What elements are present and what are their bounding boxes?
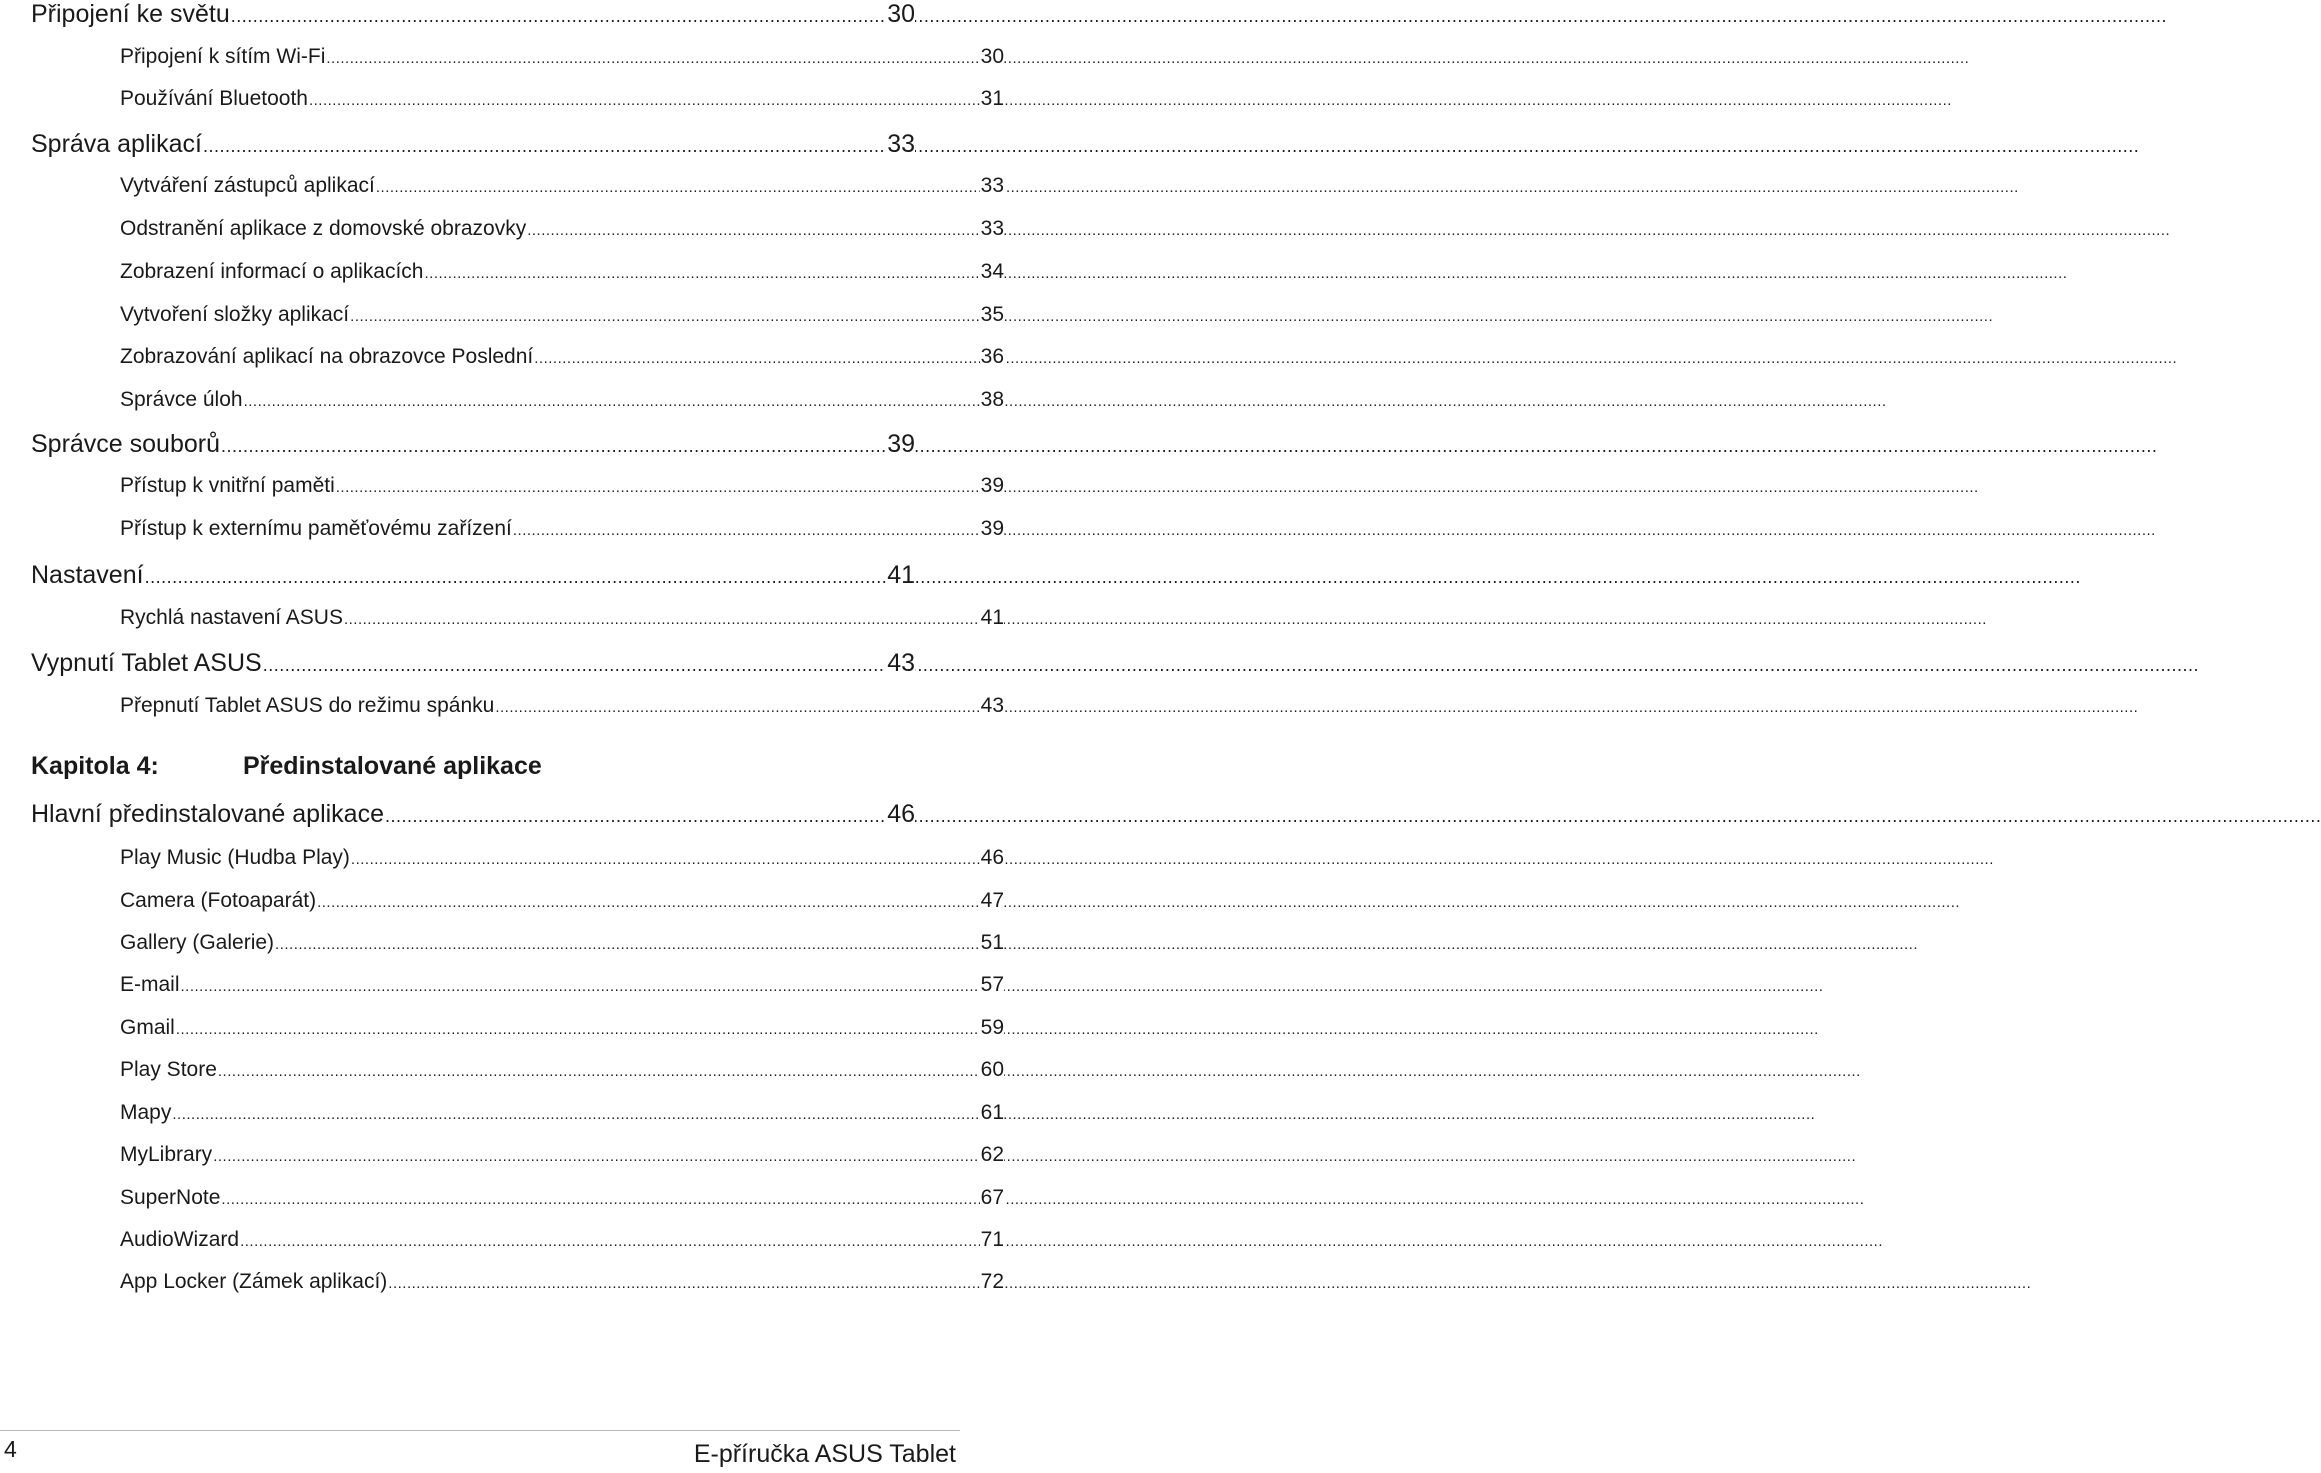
toc-leader [388,1275,2031,1292]
toc-entry-title: Zobrazení informací o aplikacích [120,260,424,283]
chapter-number: Kapitola 4: [31,752,159,780]
toc-entry-title: Rychlá nastavení ASUS [120,606,343,629]
toc-leader [203,136,2139,157]
toc-entry-page: 30 [887,0,915,28]
toc-entry-page: 39 [980,474,1004,497]
toc-entry[interactable] [0,45,1080,69]
toc-entry-title: Vypnutí Tablet ASUS [31,649,262,677]
toc-entry[interactable] [0,1270,1080,1294]
toc-entry[interactable] [0,0,991,29]
toc-leader [513,522,2156,539]
toc-entry[interactable] [0,1186,1080,1210]
toc-leader [145,567,2081,588]
toc-entry[interactable] [0,303,1080,327]
toc-entry[interactable] [0,517,1080,541]
toc-entry-page: 61 [980,1101,1004,1124]
toc-leader [218,1063,1861,1080]
toc-leader [263,655,2199,676]
toc-leader [495,699,2138,716]
toc-entry-page: 39 [980,517,1004,540]
chapter-title: Předinstalované aplikace [243,752,542,780]
toc-leader [317,894,1960,911]
toc-entry[interactable] [0,87,1080,111]
toc-entry-title: Odstranění aplikace z domovské obrazovky [120,217,527,240]
toc-entry-title: Play Music (Hudba Play) [120,846,350,869]
toc-entry[interactable] [0,1058,1080,1082]
toc-entry[interactable] [0,1016,1080,1040]
toc-entry-title: Gmail [120,1016,175,1039]
toc-entry-title: SuperNote [120,1186,221,1209]
toc-entry[interactable] [0,800,991,829]
toc-entry-title: Vytváření zástupců aplikací [120,174,375,197]
toc-entry[interactable] [0,217,1080,241]
toc-entry[interactable] [0,889,1080,913]
toc-entry-title: App Locker (Zámek aplikací) [120,1270,388,1293]
toc-leader [336,479,1979,496]
toc-entry-title: Hlavní předinstalované aplikace [31,800,384,828]
toc-entry-title: Zobrazování aplikací na obrazovce Poslední [120,345,534,368]
toc-leader [275,936,1918,953]
toc-entry-title: MyLibrary [120,1143,213,1166]
toc-entry-title: Připojení k sítím Wi-Fi [120,45,326,68]
toc-entry-page: 67 [980,1186,1004,1209]
footer-title: E-příručka ASUS Tablet [693,1440,956,1468]
toc-entry-page: 34 [980,260,1004,283]
toc-leader [385,806,2321,827]
toc-entry[interactable] [0,1143,1080,1167]
toc-entry[interactable] [0,260,1080,284]
toc-entry-title: Play Store [120,1058,217,1081]
toc-entry-title: Vytvoření složky aplikací [120,303,350,326]
footer-page-number: 4 [4,1436,17,1462]
toc-entry-title: Přístup k vnitřní paměti [120,474,335,497]
footer-divider [0,1430,960,1431]
toc-entry-page: 38 [980,388,1004,411]
toc-entry[interactable] [0,649,991,678]
toc-leader [424,265,2067,282]
toc-entry[interactable] [0,388,1080,412]
toc-entry-title: Připojení ke světu [31,0,230,28]
toc-entry-title: E-mail [120,973,180,996]
toc-entry-title: Správa aplikací [31,130,202,158]
toc-entry[interactable] [0,694,1080,718]
toc-entry-page: 33 [980,217,1004,240]
toc-entry[interactable] [0,130,991,159]
toc-leader [534,350,2177,367]
toc-leader [213,1148,1856,1165]
toc-leader [244,393,1887,410]
toc-entry[interactable] [0,174,1080,198]
toc-entry-title: Camera (Fotoaparát) [120,889,317,912]
toc-entry-page: 43 [887,649,915,677]
toc-entry-page: 47 [980,889,1004,912]
toc-entry-title: Mapy [120,1101,172,1124]
toc-entry-page: 33 [887,130,915,158]
toc-entry-page: 59 [980,1016,1004,1039]
toc-leader [351,851,1994,868]
toc-entry-page: 39 [887,430,915,458]
chapter-heading [31,752,542,781]
toc-entry-title: Správce souborů [31,430,221,458]
toc-entry-page: 51 [980,931,1004,954]
toc-leader [221,436,2157,457]
toc-entry[interactable] [0,931,1080,955]
toc-leader [309,92,1952,109]
toc-entry-page: 41 [980,606,1004,629]
toc-entry-page: 57 [980,973,1004,996]
toc-entry-page: 46 [980,846,1004,869]
toc-entry-page: 43 [980,694,1004,717]
toc-entry[interactable] [0,846,1080,870]
toc-entry-page: 72 [980,1270,1004,1293]
toc-leader [527,222,2170,239]
toc-entry-page: 62 [980,1143,1004,1166]
toc-leader [221,1191,1864,1208]
toc-entry-title: Přepnutí Tablet ASUS do režimu spánku [120,694,495,717]
toc-entry[interactable] [0,1101,1080,1125]
toc-entry[interactable] [0,474,1080,498]
toc-entry-title: Používání Bluetooth [120,87,308,110]
toc-leader [240,1233,1883,1250]
toc-entry-title: Správce úloh [120,388,243,411]
toc-entry[interactable] [0,606,1080,630]
toc-entry-page: 35 [980,303,1004,326]
toc-entry-page: 60 [980,1058,1004,1081]
toc-entry-page: 36 [980,345,1004,368]
toc-entry[interactable] [0,1228,1080,1252]
toc-entry-page: 71 [980,1228,1004,1251]
toc-entry-title: Gallery (Galerie) [120,931,275,954]
toc-leader [231,6,2167,27]
toc-entry-page: 46 [887,800,915,828]
toc-entry-title: Přístup k externímu paměťovému zařízení [120,517,512,540]
toc-leader [376,179,2019,196]
toc-entry-page: 30 [980,45,1004,68]
toc-leader [344,611,1987,628]
toc-leader [326,50,1969,67]
toc-entry[interactable] [0,345,1080,369]
toc-entry-page: 33 [980,174,1004,197]
toc-entry[interactable] [0,561,991,590]
toc-entry-page: 31 [980,87,1004,110]
toc-entry[interactable] [0,430,991,459]
toc-entry[interactable] [0,973,1080,997]
toc-entry-title: AudioWizard [120,1228,240,1251]
toc-entry-page: 41 [887,561,915,589]
toc-leader [350,308,1993,325]
toc-entry-title: Nastavení [31,561,144,589]
